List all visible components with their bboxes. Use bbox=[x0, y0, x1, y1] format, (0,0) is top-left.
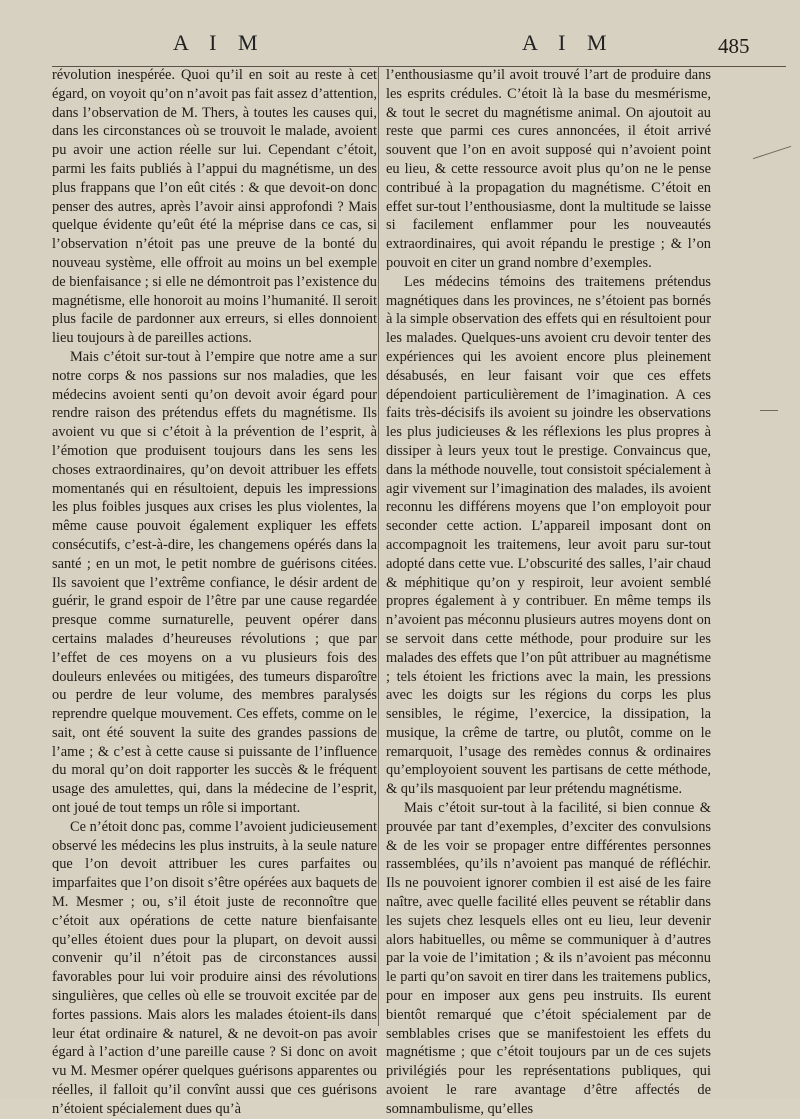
left-paragraph-2: Mais c’étoit sur-tout à l’empire que notre ame a sur notre corps & nos passions sur nos maladies, que les médecins avoient senti qu’on devoit avoir égard pour rendre raison des prétendus effets du magnétisme. Ils avoient vu que si c’étoit à la prévention de l’esprit, à l’émotion que produisent toujours dans les sens les choses extraordinaires, qu’on devoit attribuer les effets momentanés qui en résultoient, depuis les impressions les plus foibles jusques aux crises les plus violentes, la même cause pouvoit également expliquer les effets consécutifs, c’est-à-dire, les changemens opérés dans la santé ; en un mot, le petit nombre de guérisons citées. Ils savoient que l’extrême confiance, le désir ardent de guérir, le grand espoir de l’être par une cause regardée presque comme surnaturelle, peuvent opérer dans certains malades d’heureuses révolutions ; que par l’effet de ces moyens on a vu plusieurs fois des douleurs enlevées ou mitigées, des tumeurs disparoître ou perdre de leur volume, des membres paralysés reprendre quelque mouvement. Ces effets, comme on le sait, ont été souvent la suite des grandes passions de l’ame ; & c’est à cette cause si puissante de l’influence du moral qu’on doit rapporter les succès & le fréquent usage des amulettes, qui, dans la médecine de l’esprit, ont joué de tout temps un rôle si important. bbox=[52, 348, 377, 817]
page-number: 485 bbox=[718, 34, 750, 58]
left-paragraph-1: révolution inespérée. Quoi qu’il en soit au reste à cet égard, on voyoit qu’on n’avoit pas fait assez d’attention, dans l’observation de M. Thers, à toutes les causes qui, dans les circonstances où se trouvoit le malade, avoient pu avoir une action réelle sur lui. Cependant c’étoit, parmi les faits publiés à l’appui du magnétisme, un des plus frappans que l’on eût cités : & que devoit-on donc penser des autres, après l’avoir ainsi approfondi ? Mais quelque évidente qu’eût été la méprise dans ce cas, si l’observation n’étoit pas une preuve de la bonté du nouveau système, elle offroit au moins un bel exemple de bienfaisance ; si elle ne démontroit pas l’existence du magnétisme, elle honoroit au moins l’humanité. Il seroit plus facile de pardonner aux erreurs, si elles donnoient lieu toujours à de pareilles actions. bbox=[52, 67, 377, 347]
margin-pencil-mark-2 bbox=[760, 410, 778, 411]
left-paragraph-3: Ce n’étoit donc pas, comme l’avoient judicieusement observé les médecins les plus instruits, à la seule nature que l’on devoit attribuer les cures parfaites ou imparfaites que l’on disoit s’être opérées aux baquets de M. Mesmer ; ou, s’il étoit juste de reconnoître que c’étoit aux opérations de cette nature bienfaisante qu’elles étoient dues pour la plupart, on devoit aussi convenir qu’il n’étoit pas de circonstances aussi favorables pour lui voir produire ainsi des révolutions singulières, que celles où elle se trouvoit excitée par de fortes passions. Mais alors les malades étoient-ils dans leur état ordinaire & naturel, & ne devoit-on pas avoir égard à l’action d’une pareille cause ? Si donc on avoit vu M. Mesmer opérer quelques guérisons apparentes ou réelles, il falloit qu’il convînt aussi que ces guérisons n’étoient spécialement dues qu’à bbox=[52, 818, 377, 1117]
margin-pencil-mark bbox=[753, 146, 791, 159]
column-divider bbox=[378, 66, 379, 1026]
left-column bbox=[52, 66, 377, 1119]
running-head-left: A I M bbox=[173, 30, 266, 55]
right-paragraph-1: l’enthousiasme qu’il avoit trouvé l’art de produire dans les esprits crédules. C’étoit là la base du mesmérisme, & tout le secret du magnétisme animal. On ajoutoit au reste que parmi ces cures annoncées, il étoit arrivé souvent que l’on en avoit supposé qui n’avoient point eu lieu, & cette ressource avoit plus qu’on ne le pense contribué à la propagation du magnétisme. C’étoit en effet sur-tout l’enthousiasme, dont la multitude se laisse si facilement enflammer pour les nouveautés extraordinaires, qui avoit répandu le prestige ; & l’on pouvoit en citer un grand nombre d’exemples. bbox=[386, 67, 711, 271]
right-paragraph-2: Les médecins témoins des traitemens prétendus magnétiques dans les provinces, ne s’étoient pas bornés à la simple observation des effets qui en résultoient pour les malades. Quelques-uns avoient cru devoir tenter des expériences qui les avoient encore plus pleinement désabusés, en leur faisant voir que ces effets dépendoient particulièrement de l’imagination. A ces faits très-décisifs ils avoient su joindre les observations les plus judicieuses & les réflexions les plus propres à dissiper à leurs yeux tout le prestige. Convaincus que, dans la méthode nouvelle, tout consistoit spécialement à agir vivement sur l’imagination des malades, ils avoient reconnu les différens moyens que l’on employoit pour seconder cette action. L’appareil imposant dont on accompagnoit les traitemens, leur avoit paru sur-tout adopté dans cette vue. L’obscurité des salles, l’air chaud & méphitique qu’on y respiroit, leur avoient semblé propres également à y contribuer. En même temps ils n’avoient pas méconnu plusieurs autres moyens dont on se servoit dans cette méthode, pour produire sur les malades des effets que l’on pût attribuer au magnétisme ; tels étoient les frictions avec la main, les pressions avec les doigts sur les régions du corps les plus sensibles, le régime, l’exercice, la dissipation, la musique, la crême de tartre, ou plutôt, comme on le remarquoit, l’usage des remèdes connus & ordinaires qu’employoient souvent les partisans de cette méthode, & qu’ils masquoient par leur prétendu magnétisme. bbox=[386, 273, 711, 798]
right-column bbox=[386, 66, 711, 1119]
right-paragraph-3: Mais c’étoit sur-tout à la facilité, si bien connue & prouvée par tant d’exemples, d’exciter des convulsions & de les voir se propager entre différentes personnes rassemblées, qu’ils n’avoient pas manqué de réfléchir. Ils ne pouvoient ignorer combien il est aisé de les faire naître, avec quelle facilité elles peuvent se rétablir dans les sujets chez lesquels elles ont eu lieu, leur devenir alors habituelles, ou même se communiquer à d’autres par la voie de l’imitation ; & ils n’avoient pas méconnu le parti qu’on savoit en tirer dans les traitemens publics, pour en imposer aux gens peu instruits. Ils eurent bientôt remarqué que c’étoit spécialement par de semblables crises que se manifestoient les effets du magnétisme ; que c’étoit toujours par un de ces sujets privilégiés pour les représentations publiques, qui avoient le rare avantage d’être affectés de somnambulisme, qu’elles bbox=[386, 800, 711, 1117]
running-head-right: A I M bbox=[522, 30, 615, 55]
